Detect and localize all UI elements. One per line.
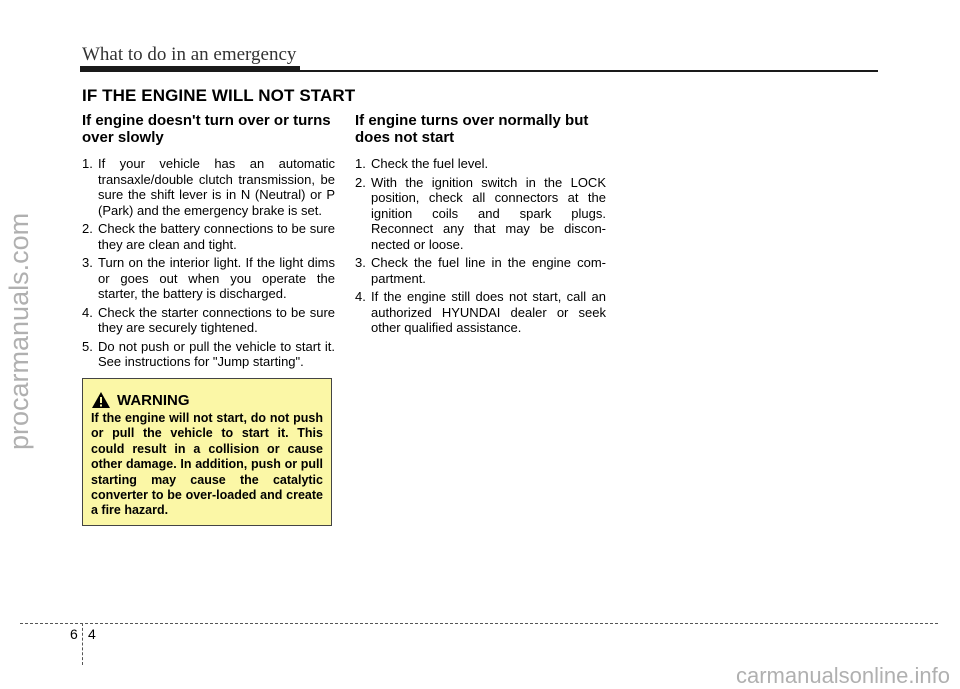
- chapter-number: 6: [70, 626, 78, 642]
- right-column: [355, 112, 606, 339]
- left-steps-list: [82, 156, 335, 370]
- list-item: [355, 156, 606, 172]
- step-text: If your vehicle has an automatic transaxle/double clutch transmission, be sure the shift lever is in N (Neutral) or P (Park) and the emergency brake is set.: [98, 156, 335, 218]
- list-item: [82, 255, 335, 302]
- bottom-watermark: carmanualsonline.info: [735, 663, 950, 688]
- step-number: 1.: [355, 156, 366, 171]
- step-text: Do not push or pull the vehicle to start it. See instructions for "Jump starting".: [98, 338, 335, 369]
- step-text: Check the starter connections to be sure they are securely tightened.: [98, 304, 335, 335]
- left-column: [82, 112, 335, 373]
- step-number: 3.: [355, 255, 366, 270]
- page-number-divider: [82, 623, 83, 665]
- step-text: Turn on the interior light. If the light dims or goes out when you operate the starter, the battery is discharged.: [98, 255, 335, 301]
- step-text: Check the fuel line in the engine com-partment.: [371, 255, 606, 286]
- step-text: With the ignition switch in the LOCK position, check all connectors at the ignition coils and spark plugs. Reconnect any that may be discon-nected or loose.: [371, 174, 606, 252]
- step-number: 4.: [82, 304, 93, 320]
- chapter-header-title: What to do in an emergency: [82, 44, 297, 65]
- warning-header: [91, 391, 323, 409]
- step-number: 4.: [355, 289, 366, 304]
- step-number: 2.: [82, 221, 93, 236]
- list-item: [355, 175, 606, 253]
- warning-text: If the engine will not start, do not push or pull the vehicle to start it. This could result in a collision or cause other damage. In addition, push or pull starting may cause the catalytic converter to be over-loaded and create a fire hazard.: [91, 411, 323, 518]
- warning-title: WARNING: [117, 391, 190, 409]
- list-item: [82, 339, 335, 370]
- page-number: 4: [88, 626, 96, 642]
- side-watermark: procarmanuals.com: [4, 212, 34, 450]
- warning-box: [82, 378, 332, 526]
- left-column-heading: If engine doesn't turn over or turns over slowly: [82, 112, 331, 146]
- list-item: [82, 221, 335, 252]
- footer-rule: [20, 623, 938, 624]
- list-item: [355, 289, 606, 336]
- header-rule: [300, 70, 878, 72]
- right-steps-list: [355, 156, 606, 336]
- list-item: [82, 156, 335, 218]
- list-item: [355, 255, 606, 286]
- header-accent-bar: [80, 66, 300, 72]
- warning-triangle-icon: [91, 391, 111, 409]
- list-item: [82, 305, 335, 336]
- step-number: 3.: [82, 255, 93, 270]
- step-text: If the engine still does not start, call an authorized HYUNDAI dealer or seek other qualified assistance.: [371, 289, 606, 335]
- step-text: Check the battery connections to be sure they are clean and tight.: [98, 221, 335, 252]
- step-text: Check the fuel level.: [371, 156, 489, 171]
- right-column-heading: If engine turns over normally but does not start: [355, 112, 589, 146]
- section-heading: IF THE ENGINE WILL NOT START: [82, 86, 356, 105]
- step-number: 2.: [355, 174, 366, 190]
- step-number: 1.: [82, 156, 93, 171]
- step-number: 5.: [82, 338, 93, 354]
